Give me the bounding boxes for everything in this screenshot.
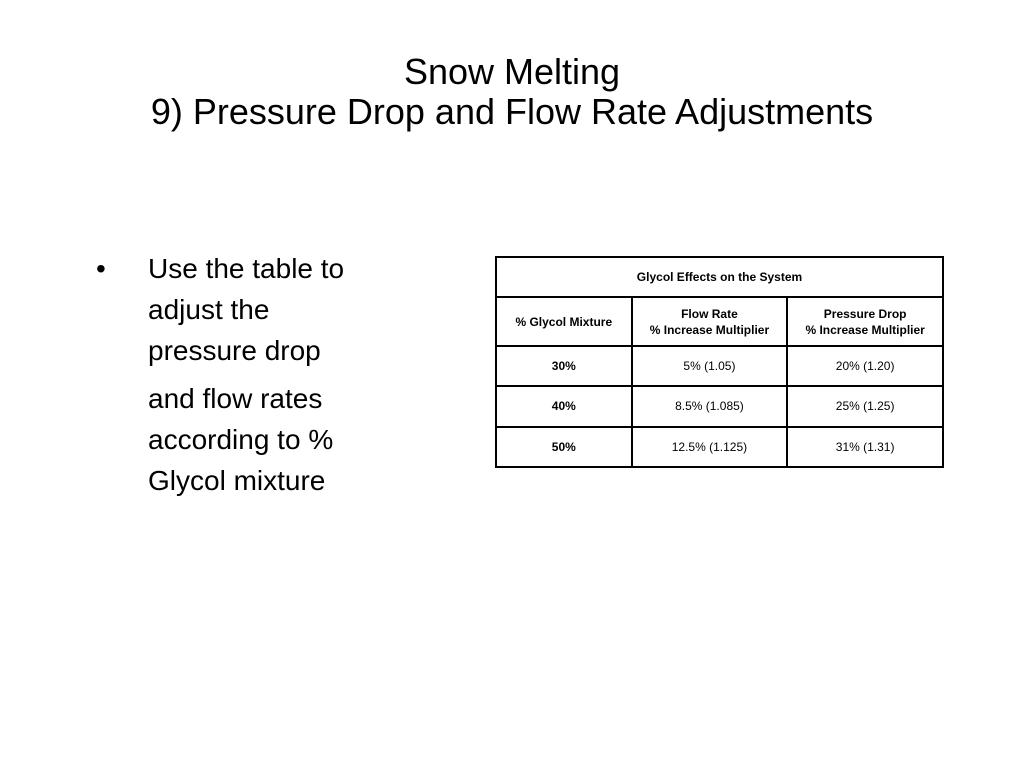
bullet-text-line: Glycol mixture: [148, 465, 326, 496]
cell-flow-rate: 8.5% (1.085): [632, 386, 788, 426]
cell-pressure-drop: 31% (1.31): [787, 427, 943, 467]
bullet-list: [96, 248, 416, 501]
bullet-text-line: pressure drop: [148, 335, 321, 366]
header-flow-rate-line-2: % Increase Multiplier: [649, 322, 770, 337]
cell-glycol-mixture: 40%: [496, 386, 632, 426]
header-flow-rate: [632, 297, 788, 345]
cell-flow-rate: 5% (1.05): [632, 346, 788, 386]
slide-title-line-1: Snow Melting: [403, 51, 621, 92]
header-pressure-drop: [787, 297, 943, 345]
bullet-paragraph-1: [148, 248, 416, 371]
header-pressure-drop-line-1: Pressure Drop: [823, 306, 907, 321]
cell-pressure-drop: 20% (1.20): [787, 346, 943, 386]
header-flow-rate-line-1: Flow Rate: [681, 306, 738, 321]
table-header-row: [496, 297, 943, 345]
cell-glycol-mixture: 30%: [496, 346, 632, 386]
bullet-paragraph-2: [148, 378, 416, 501]
bullet-text-line: according to %: [148, 424, 334, 455]
bullet-text-line: Use the table to: [148, 253, 345, 284]
table-row: [496, 427, 943, 467]
cell-glycol-mixture: 50%: [496, 427, 632, 467]
bullet-item: [96, 248, 416, 501]
cell-flow-rate: 12.5% (1.125): [632, 427, 788, 467]
table-caption: Glycol Effects on the System: [496, 257, 943, 297]
header-pressure-drop-line-2: % Increase Multiplier: [805, 322, 925, 337]
slide-title-line-2: 9) Pressure Drop and Flow Rate Adjustments: [150, 91, 874, 132]
table-row: [496, 386, 943, 426]
bullet-marker: •: [96, 253, 106, 284]
header-glycol-mixture: % Glycol Mixture: [496, 297, 632, 345]
table-row: [496, 346, 943, 386]
slide-title: [0, 52, 1024, 132]
bullet-text-line: and flow rates: [148, 383, 323, 414]
bullet-text-line: adjust the: [148, 294, 270, 325]
glycol-effects-table: [495, 256, 944, 468]
cell-pressure-drop: 25% (1.25): [787, 386, 943, 426]
table-caption-row: [496, 257, 943, 297]
